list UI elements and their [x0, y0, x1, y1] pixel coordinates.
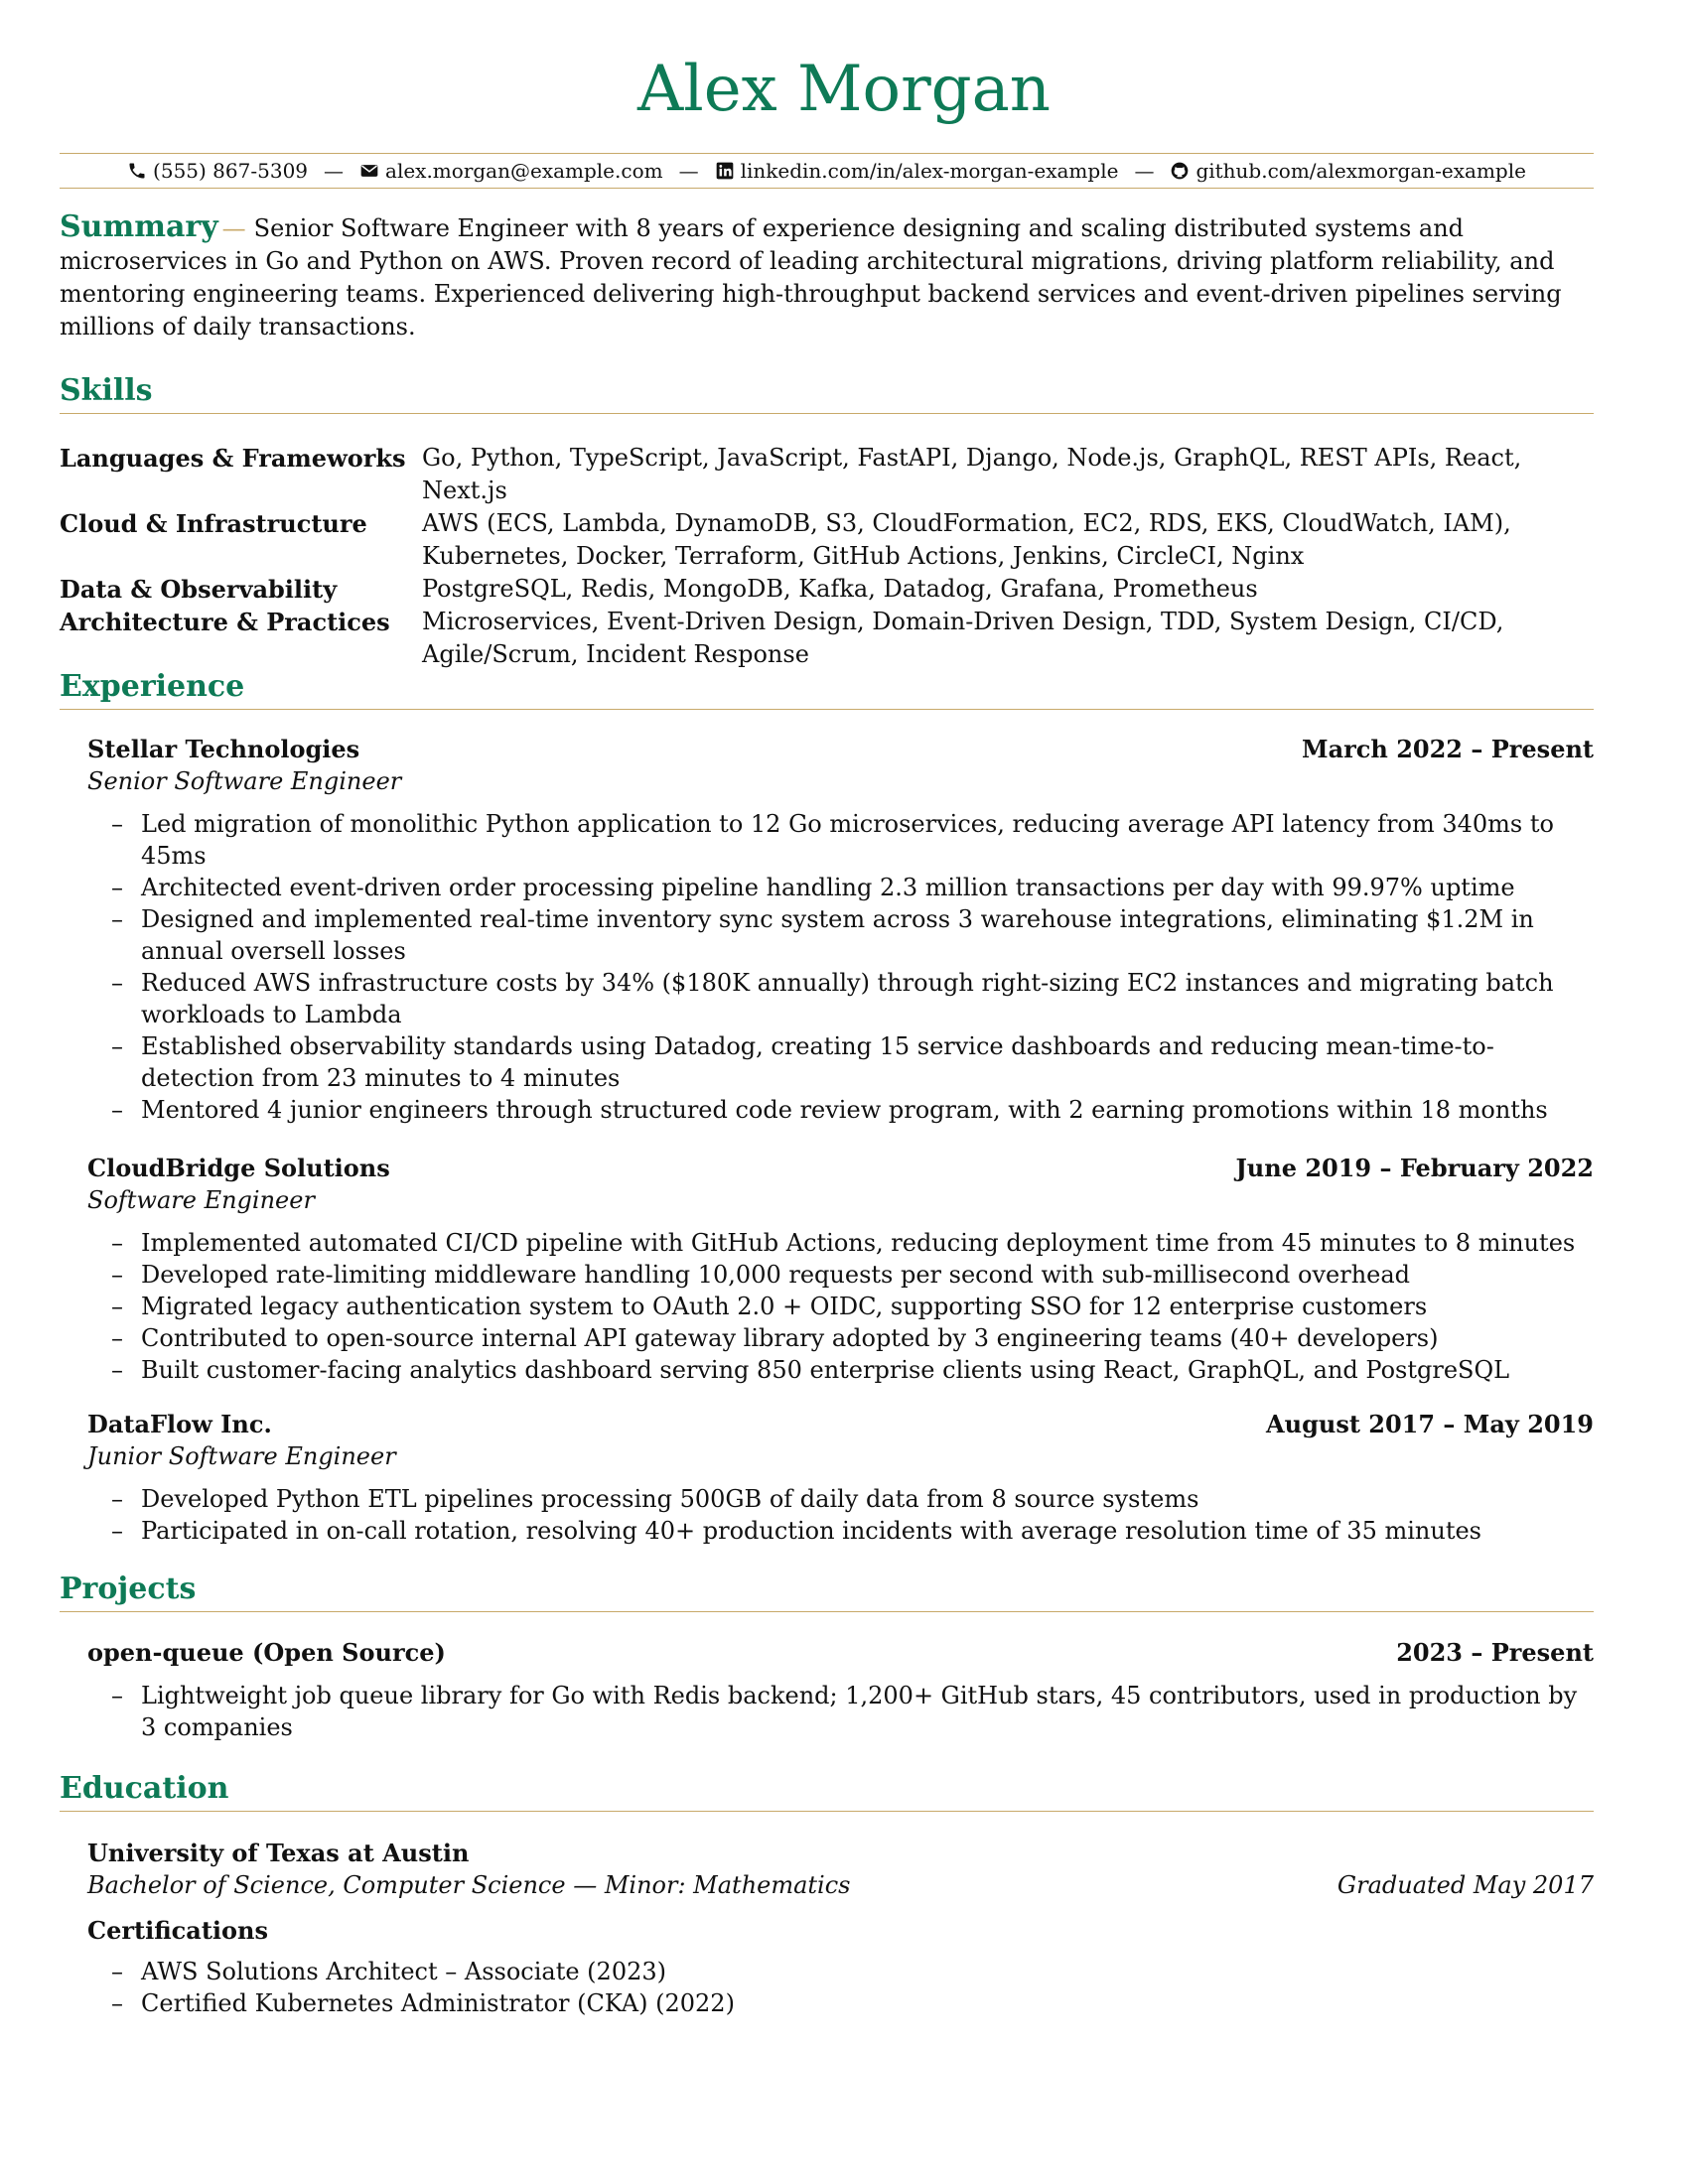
bullet-dash: – [111, 1958, 123, 1985]
job-title: Senior Software Engineer [87, 767, 402, 795]
list-item [111, 808, 1594, 872]
bullet-text: Established observability standards using Datadog, creating 15 service dashboards and reducing mean-time-to-detection from 23 minutes to 4 minutes [141, 1032, 1494, 1092]
project-bullets [111, 1680, 1594, 1743]
linkedin-icon [715, 161, 735, 181]
email-text: alex.morgan@example.com [385, 159, 663, 183]
skill-label: Architecture & Practices [60, 608, 390, 636]
phone-text: (555) 867-5309 [153, 159, 309, 183]
bullet-text: Participated in on-call rotation, resolving 40+ production incidents with average resolution time of 35 minutes [141, 1517, 1481, 1545]
list-item [111, 1291, 1594, 1322]
summary-title: Summary [60, 209, 218, 244]
list-item [111, 1259, 1594, 1291]
job-header [87, 733, 1594, 765]
certifications-title: Certifications [87, 1916, 269, 1945]
contact-github[interactable] [1170, 159, 1526, 183]
list-item [111, 1354, 1594, 1386]
bullet-dash: – [111, 1261, 123, 1289]
experience-title: Experience [60, 669, 245, 704]
summary-text: Senior Software Engineer with 8 years of experience designing and scaling distributed systems and microservices in Go and Python on AWS. Proven record of leading architectural migrations, driving platform reliability, and mentoring engineering teams. Experienced delivering high-throughput backend services and event-driven pipelines serving millions of daily transactions. [60, 214, 1562, 341]
skills-table [60, 442, 1594, 671]
bullet-dash: – [111, 1989, 123, 2017]
bullet-dash: – [111, 1229, 123, 1257]
company-name: DataFlow Inc. [87, 1410, 272, 1438]
project-name: open-queue (Open Source) [87, 1638, 446, 1667]
list-item [111, 1680, 1594, 1743]
contact-linkedin[interactable] [715, 159, 1119, 183]
job-title: Software Engineer [87, 1186, 315, 1214]
skill-label: Data & Observability [60, 575, 338, 604]
list-item [111, 1094, 1594, 1126]
bullet-text: Contributed to open-source internal API gateway library adopted by 3 engineering teams (40+ developers) [141, 1324, 1439, 1352]
skill-value: Microservices, Event-Driven Design, Domain-Driven Design, TDD, System Design, CI/CD, Agile/Scrum, Incident Response [422, 608, 1504, 668]
skill-row [60, 573, 1594, 606]
bullet-dash: – [111, 1293, 123, 1320]
bullet-dash: – [111, 1485, 123, 1513]
skill-value: AWS (ECS, Lambda, DynamoDB, S3, CloudFormation, EC2, RDS, EKS, CloudWatch, IAM), Kubernetes, Docker, Terraform, GitHub Actions, Jenkins, CircleCI, Nginx [422, 509, 1511, 570]
bullet-dash: – [111, 1324, 123, 1352]
degree-text: Bachelor of Science, Computer Science — Minor: Mathematics [87, 1871, 851, 1899]
contact-bar [60, 153, 1594, 189]
job-header [87, 1152, 1594, 1184]
skill-row [60, 442, 1594, 507]
skill-row [60, 507, 1594, 573]
summary-section [60, 210, 1599, 343]
list-item [111, 1227, 1594, 1259]
candidate-name: Alex Morgan [637, 53, 1051, 126]
job-dates: August 2017 – May 2019 [1266, 1410, 1594, 1438]
bullet-text: AWS Solutions Architect – Associate (2023) [141, 1958, 666, 1985]
contact-separator: — [324, 159, 345, 183]
contact-separator: — [1134, 159, 1155, 183]
degree-line [87, 1869, 1594, 1902]
job-bullets [111, 1483, 1594, 1547]
projects-heading [60, 1571, 1594, 1612]
bullet-text: Reduced AWS infrastructure costs by 34% ($180K annually) through right-sizing EC2 instances and migrating batch workloads to Lambda [141, 969, 1554, 1028]
skill-label: Cloud & Infrastructure [60, 509, 367, 538]
summary-dash: — [221, 214, 246, 242]
skill-value: PostgreSQL, Redis, MongoDB, Kafka, Datadog, Grafana, Prometheus [422, 575, 1258, 603]
bullet-text: Mentored 4 junior engineers through structured code review program, with 2 earning promotions within 18 months [141, 1096, 1548, 1124]
bullet-text: Developed Python ETL pipelines processing 500GB of daily data from 8 source systems [141, 1485, 1199, 1513]
list-item [111, 1483, 1594, 1515]
contact-separator: — [678, 159, 699, 183]
skill-row [60, 606, 1594, 671]
job-dates: March 2022 – Present [1302, 735, 1594, 763]
bullet-dash: – [111, 1096, 123, 1124]
bullet-dash: – [111, 1682, 123, 1709]
education-title: Education [60, 1771, 229, 1806]
github-text: github.com/alexmorgan-example [1196, 159, 1526, 183]
job-bullets [111, 1227, 1594, 1386]
certifications-header [87, 1914, 1594, 1947]
contact-phone[interactable] [127, 159, 308, 183]
skill-value: Go, Python, TypeScript, JavaScript, FastAPI, Django, Node.js, GraphQL, REST APIs, React, Next.js [422, 444, 1522, 504]
company-name: CloudBridge Solutions [87, 1154, 390, 1182]
bullet-text: Lightweight job queue library for Go with Redis backend; 1,200+ GitHub stars, 45 contributors, used in production by 3 companies [141, 1682, 1578, 1741]
bullet-text: Implemented automated CI/CD pipeline with GitHub Actions, reducing deployment time from 45 minutes to 8 minutes [141, 1229, 1576, 1257]
list-item [111, 1515, 1594, 1547]
skill-label: Languages & Frameworks [60, 444, 406, 473]
bullet-text: Developed rate-limiting middleware handling 10,000 requests per second with sub-millisecond overhead [141, 1261, 1411, 1289]
school-header [87, 1837, 1594, 1869]
bullet-dash: – [111, 1517, 123, 1545]
list-item [111, 1987, 1594, 2019]
bullet-text: Built customer-facing analytics dashboard serving 850 enterprise clients using React, GraphQL, and PostgreSQL [141, 1356, 1510, 1384]
project-dates: 2023 – Present [1396, 1638, 1594, 1667]
skills-title: Skills [60, 373, 153, 408]
school-name: University of Texas at Austin [87, 1839, 470, 1867]
phone-icon [127, 161, 147, 181]
skills-heading [60, 373, 1594, 414]
projects-title: Projects [60, 1571, 197, 1606]
list-item [111, 1322, 1594, 1354]
bullet-text: Designed and implemented real-time inventory sync system across 3 warehouse integrations, eliminating $1.2M in annual oversell losses [141, 905, 1534, 965]
envelope-icon [359, 161, 379, 181]
bullet-text: Migrated legacy authentication system to OAuth 2.0 + OIDC, supporting SSO for 12 enterprise customers [141, 1293, 1428, 1320]
job-bullets [111, 808, 1594, 1126]
bullet-dash: – [111, 810, 123, 838]
job-header [87, 1408, 1594, 1440]
graduation-date: Graduated May 2017 [1336, 1871, 1594, 1899]
list-item [111, 967, 1594, 1030]
bullet-text: Architected event-driven order processing pipeline handling 2.3 million transactions per day with 99.97% uptime [141, 874, 1515, 901]
bullet-text: Certified Kubernetes Administrator (CKA) (2022) [141, 1989, 735, 2017]
github-icon [1170, 161, 1190, 181]
list-item [111, 903, 1594, 967]
list-item [111, 1030, 1594, 1094]
bullet-text: Led migration of monolithic Python application to 12 Go microservices, reducing average API latency from 340ms to 45ms [141, 810, 1554, 870]
bullet-dash: – [111, 874, 123, 901]
education-heading [60, 1771, 1594, 1812]
linkedin-text: linkedin.com/in/alex-morgan-example [740, 159, 1119, 183]
bullet-dash: – [111, 1032, 123, 1060]
job-title: Junior Software Engineer [87, 1442, 396, 1470]
company-name: Stellar Technologies [87, 735, 360, 763]
contact-email[interactable] [359, 159, 663, 183]
list-item [111, 1956, 1594, 1987]
experience-heading [60, 669, 1594, 710]
bullet-dash: – [111, 969, 123, 997]
cert-bullets [111, 1956, 1594, 2019]
bullet-dash: – [111, 1356, 123, 1384]
project-header [87, 1636, 1594, 1669]
bullet-dash: – [111, 905, 123, 933]
list-item [111, 872, 1594, 903]
job-dates: June 2019 – February 2022 [1235, 1154, 1594, 1182]
